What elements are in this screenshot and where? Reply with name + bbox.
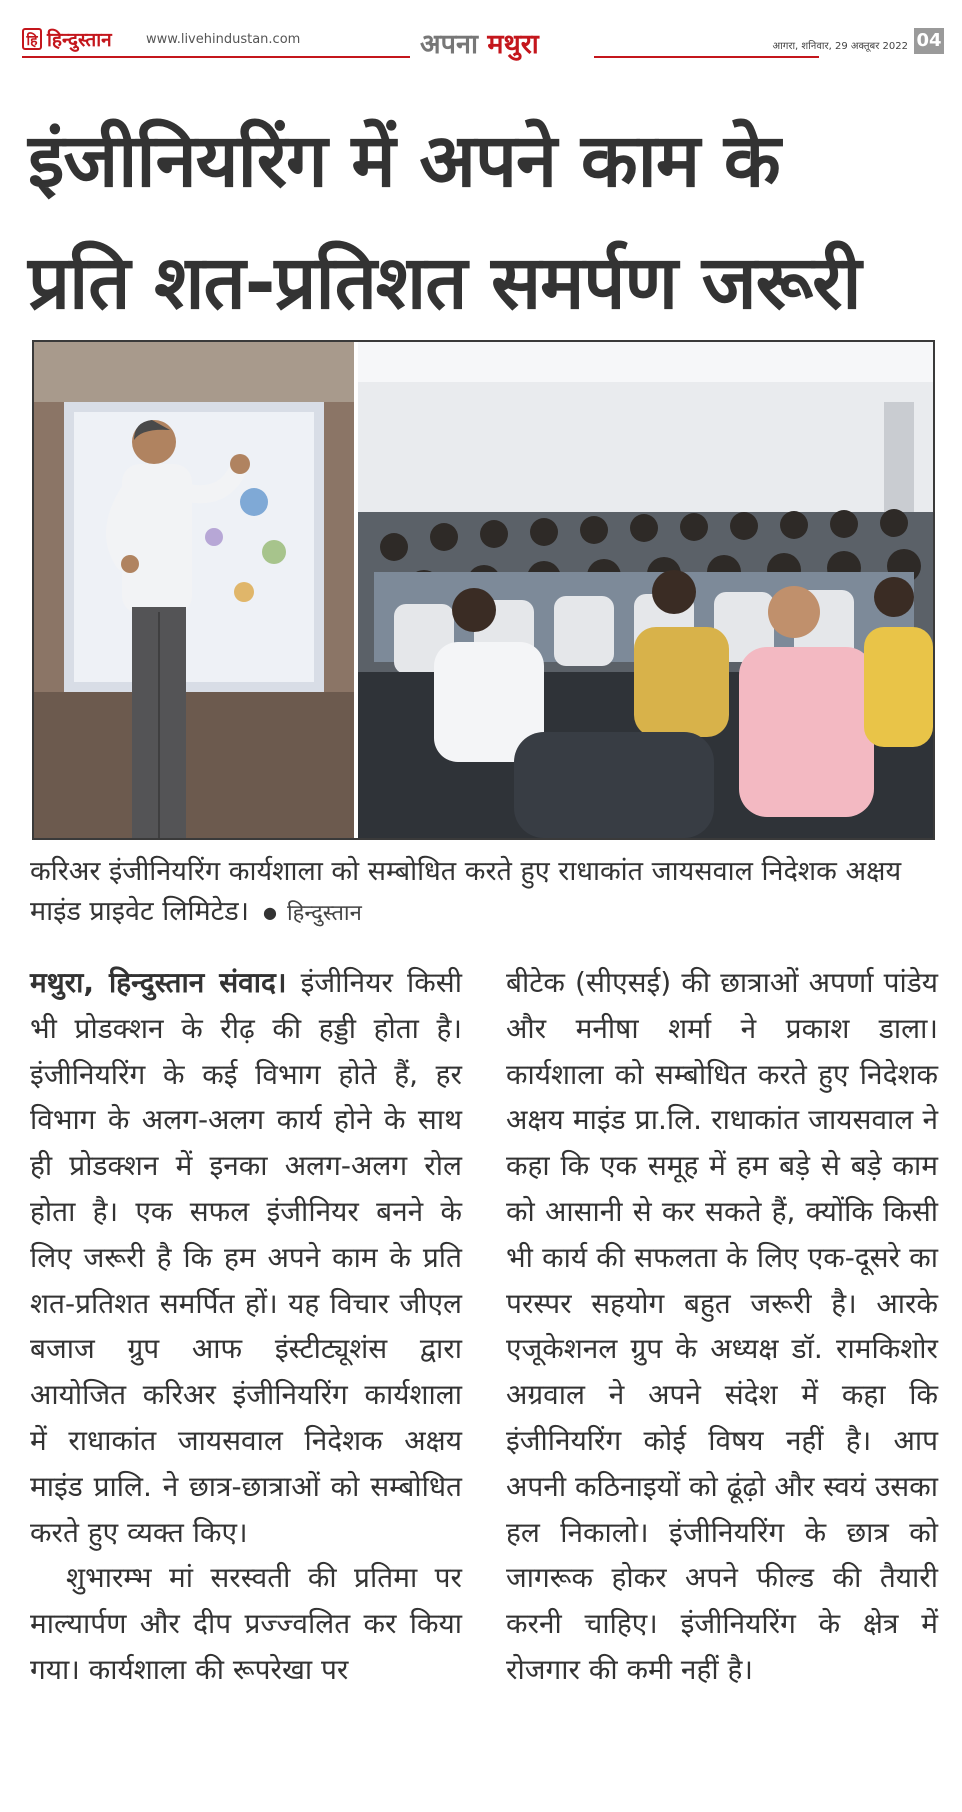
article-paragraph-1 — [30, 960, 462, 1555]
news-photo — [32, 340, 935, 840]
site-url-link[interactable]: www.livehindustan.com — [146, 32, 301, 47]
headline-line-1: इंजीनियरिंग में अपने काम के — [28, 118, 780, 204]
masthead-rule-left — [22, 56, 410, 58]
article-column-right — [506, 960, 938, 1693]
newspaper-logo[interactable] — [22, 26, 112, 52]
edition-dateline: आगरा, शनिवार, 29 अक्तूबर 2022 — [772, 41, 908, 52]
bullet-icon: ● — [262, 902, 277, 922]
section-title-word1: अपना — [420, 29, 478, 60]
masthead — [22, 24, 944, 60]
logo-mark-icon: हि — [22, 28, 42, 50]
article-dateline: मथुरा, हिन्दुस्तान संवाद। — [30, 966, 287, 999]
headline-line-2: प्रति शत-प्रतिशत समर्पण जरूरी — [28, 240, 861, 326]
section-title — [420, 24, 539, 61]
photo-caption — [30, 852, 940, 934]
caption-text: करिअर इंजीनियरिंग कार्यशाला को सम्बोधित करते हुए राधाकांत जायसवाल निदेशक अक्षय माइंड प्राइवेट लिमिटेड। — [30, 856, 902, 927]
article-paragraph-3: बीटेक (सीएसई) की छात्राओं अपर्णा पांडेय और मनीषा शर्मा ने प्रकाश डाला। कार्यशाला को सम्बोधित करते हुए निदेशक अक्षय माइंड प्रा.लि. राधाकांत जायसवाल ने कहा कि एक समूह में हम बड़े से बड़े काम को आसानी से कर सकते हैं, क्योंकि किसी भी कार्य की सफलता के लिए एक-दूसरे का परस्पर सहयोग बहुत जरूरी है। आरके एजूकेशनल ग्रुप के अध्यक्ष डॉ. रामकिशोर अग्रवाल ने अपने संदेश में कहा कि इंजीनियरिंग कोई विषय नहीं है। आप अपनी कठिनाइयों को ढूंढ़ो और स्वयं उसका हल निकालो। इंजीनियरिंग के छात्र को जागरूक होकर अपने फील्ड की तैयारी करनी चाहिए। इंजीनियरिंग के क्षेत्र में रोजगार की कमी नहीं है। — [506, 966, 938, 1686]
article-paragraph-1-text: इंजीनियर किसी भी प्रोडक्शन के रीढ़ की हड्डी होता है। इंजीनियरिंग के कई विभाग होते हैं, हर विभाग के अलग-अलग कार्य होने के साथ ही प्रोडक्शन में इनका अलग-अलग रोल होता है। एक सफल इंजीनियर बनने के लिए जरूरी है कि हम अपने काम के प्रति शत-प्रतिशत समर्पित हों। यह विचार जीएल बजाज ग्रुप आफ इंस्टीट्यूशंस द्वारा आयोजित करिअर इंजीनियरिंग कार्यशाला में राधाकांत जायसवाल निदेशक अक्षय माइंड प्रालि. ने छात्र-छात्राओं को सम्बोधित करते हुए व्यक्त किए। — [30, 966, 462, 1549]
logo-text: हिन्दुस्तान — [47, 29, 112, 51]
article-paragraph-2: शुभारम्भ मां सरस्वती की प्रतिमा पर माल्यार्पण और दीप प्रज्ज्वलित कर किया गया। कार्यशाला की रूपरेखा पर — [30, 1561, 462, 1686]
masthead-rule-right — [594, 56, 819, 58]
section-title-word2: मथुरा — [487, 29, 539, 60]
page-number-badge: 04 — [914, 28, 944, 54]
article-column-left — [30, 960, 462, 1693]
headline — [28, 100, 938, 344]
workshop-photo-illustration — [34, 342, 933, 838]
photo-credit: हिन्दुस्तान — [286, 901, 362, 926]
